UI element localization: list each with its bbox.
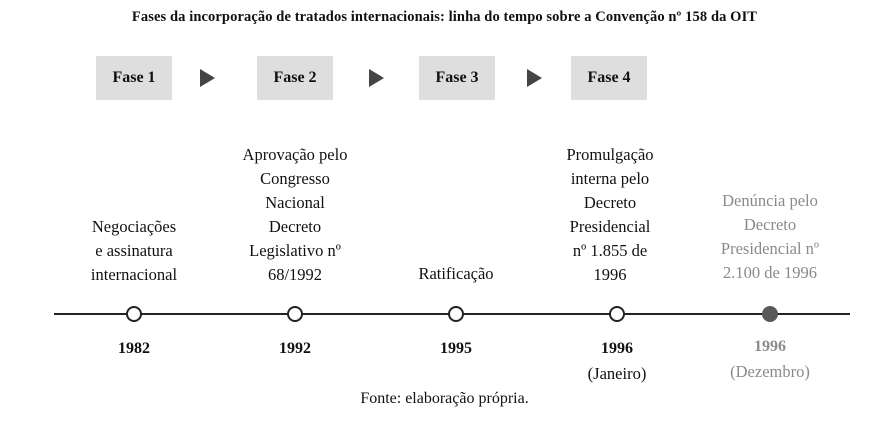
timeline-marker-1992: [287, 306, 303, 322]
event-description-1982: Negociações e assinatura internacional: [90, 217, 178, 284]
event-year-1992: 1992: [279, 340, 311, 357]
phase-box-3: Fase 3: [419, 56, 495, 100]
arrow-right-icon: [200, 69, 215, 87]
timeline-marker-1996-december: [762, 306, 778, 322]
event-month-december: (Dezembro): [730, 362, 810, 381]
timeline-marker-1996-january: [609, 306, 625, 322]
arrow-right-icon: [527, 69, 542, 87]
source-note: Fonte: elaboração própria.: [360, 390, 529, 407]
event-description-1992: Aprovação pelo Congresso Nacional Decreto Legislativo nº 68/1992: [242, 145, 348, 284]
timeline-marker-1995: [448, 306, 464, 322]
event-description-1996-january: Promulgação interna pelo Decreto Presidencial nº 1.855 de 1996: [566, 145, 654, 284]
phase-box-1: Fase 1: [96, 56, 172, 100]
phase-box-2: Fase 2: [257, 56, 333, 100]
event-year-1995: 1995: [440, 340, 472, 357]
event-year-1996-january: 1996: [601, 340, 633, 357]
arrow-right-icon: [369, 69, 384, 87]
diagram-title: Fases da incorporação de tratados internacionais: linha do tempo sobre a Convenção nº 158 da OIT: [131, 9, 758, 25]
event-year-1996-december: 1996: [754, 338, 786, 355]
event-year-1982: 1982: [118, 340, 150, 357]
event-description-1995: Ratificação: [418, 264, 494, 283]
phase-box-4: Fase 4: [571, 56, 647, 100]
timeline-marker-1982: [126, 306, 142, 322]
event-month-january: (Janeiro): [587, 364, 647, 383]
event-description-1996-december: Denúncia pelo Decreto Presidencial nº 2.100 de 1996: [720, 191, 820, 282]
